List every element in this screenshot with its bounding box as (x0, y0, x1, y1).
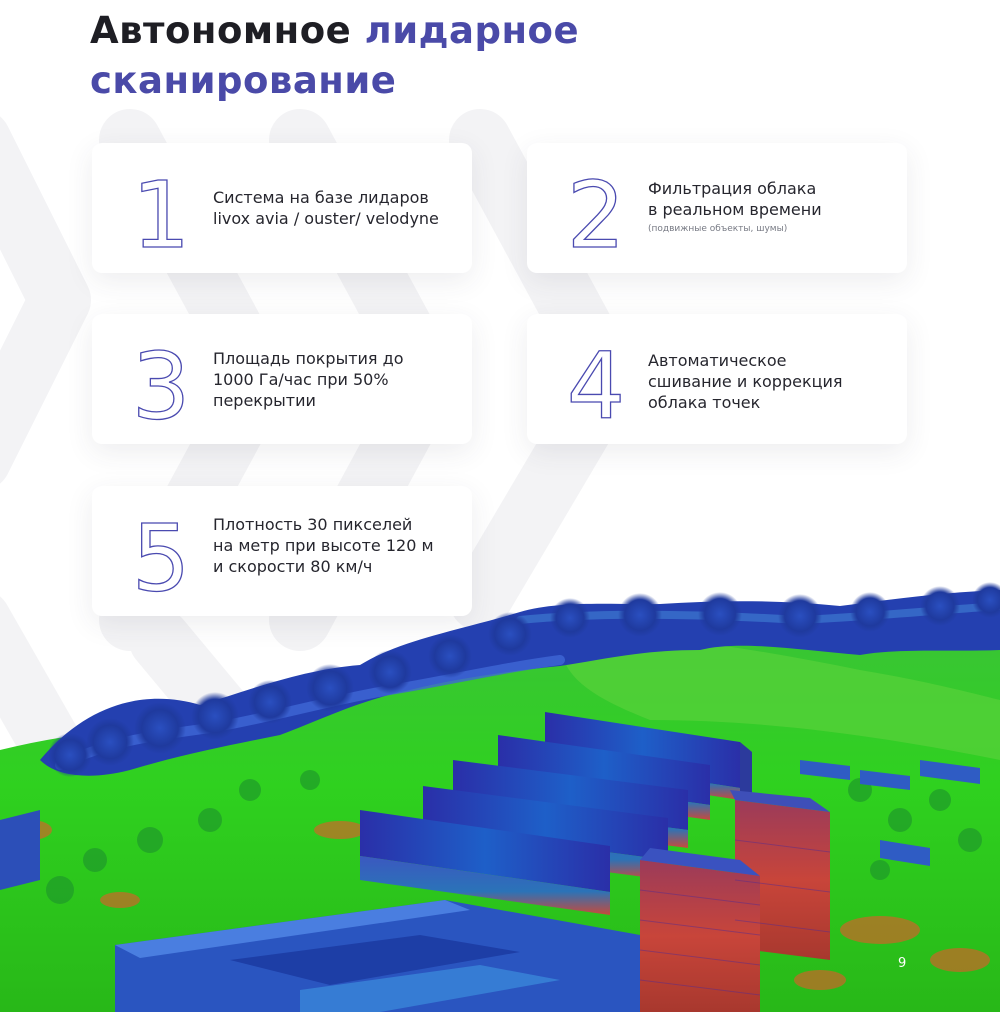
page-number: 9 (898, 956, 907, 971)
feature-note: (подвижные объекты, шумы) (648, 224, 788, 234)
feature-text-line: Система на базе лидаров (213, 188, 429, 207)
feature-text-line: Плотность 30 пикселей (213, 515, 413, 534)
feature-text-line: Площадь покрытия до (213, 349, 404, 368)
svg-text:2: 2 (566, 162, 626, 255)
feature-text-line: перекрытии (213, 391, 316, 410)
feature-text-line: облака точек (648, 393, 761, 412)
svg-text:1: 1 (131, 162, 191, 255)
svg-text:4: 4 (566, 333, 626, 426)
svg-text:5: 5 (131, 505, 191, 598)
feature-text-line: в реальном времени (648, 200, 822, 219)
feature-text-line: сшивание и коррекция (648, 372, 843, 391)
feature-text-line: на метр при высоте 120 м (213, 536, 434, 555)
feature-text-line: и скорости 80 км/ч (213, 557, 373, 576)
feature-text-line: Фильтрация облака (648, 179, 817, 198)
title-plain: Автономное (90, 9, 365, 52)
title-accent-1: лидарное (364, 9, 580, 52)
title-accent-2: сканирование (90, 59, 397, 102)
feature-text-line: 1000 Га/час при 50% (213, 370, 389, 389)
feature-text-line: livox avia / ouster/ velodyne (213, 209, 439, 228)
feature-text-line: Автоматическое (648, 351, 787, 370)
svg-text:3: 3 (131, 333, 191, 426)
